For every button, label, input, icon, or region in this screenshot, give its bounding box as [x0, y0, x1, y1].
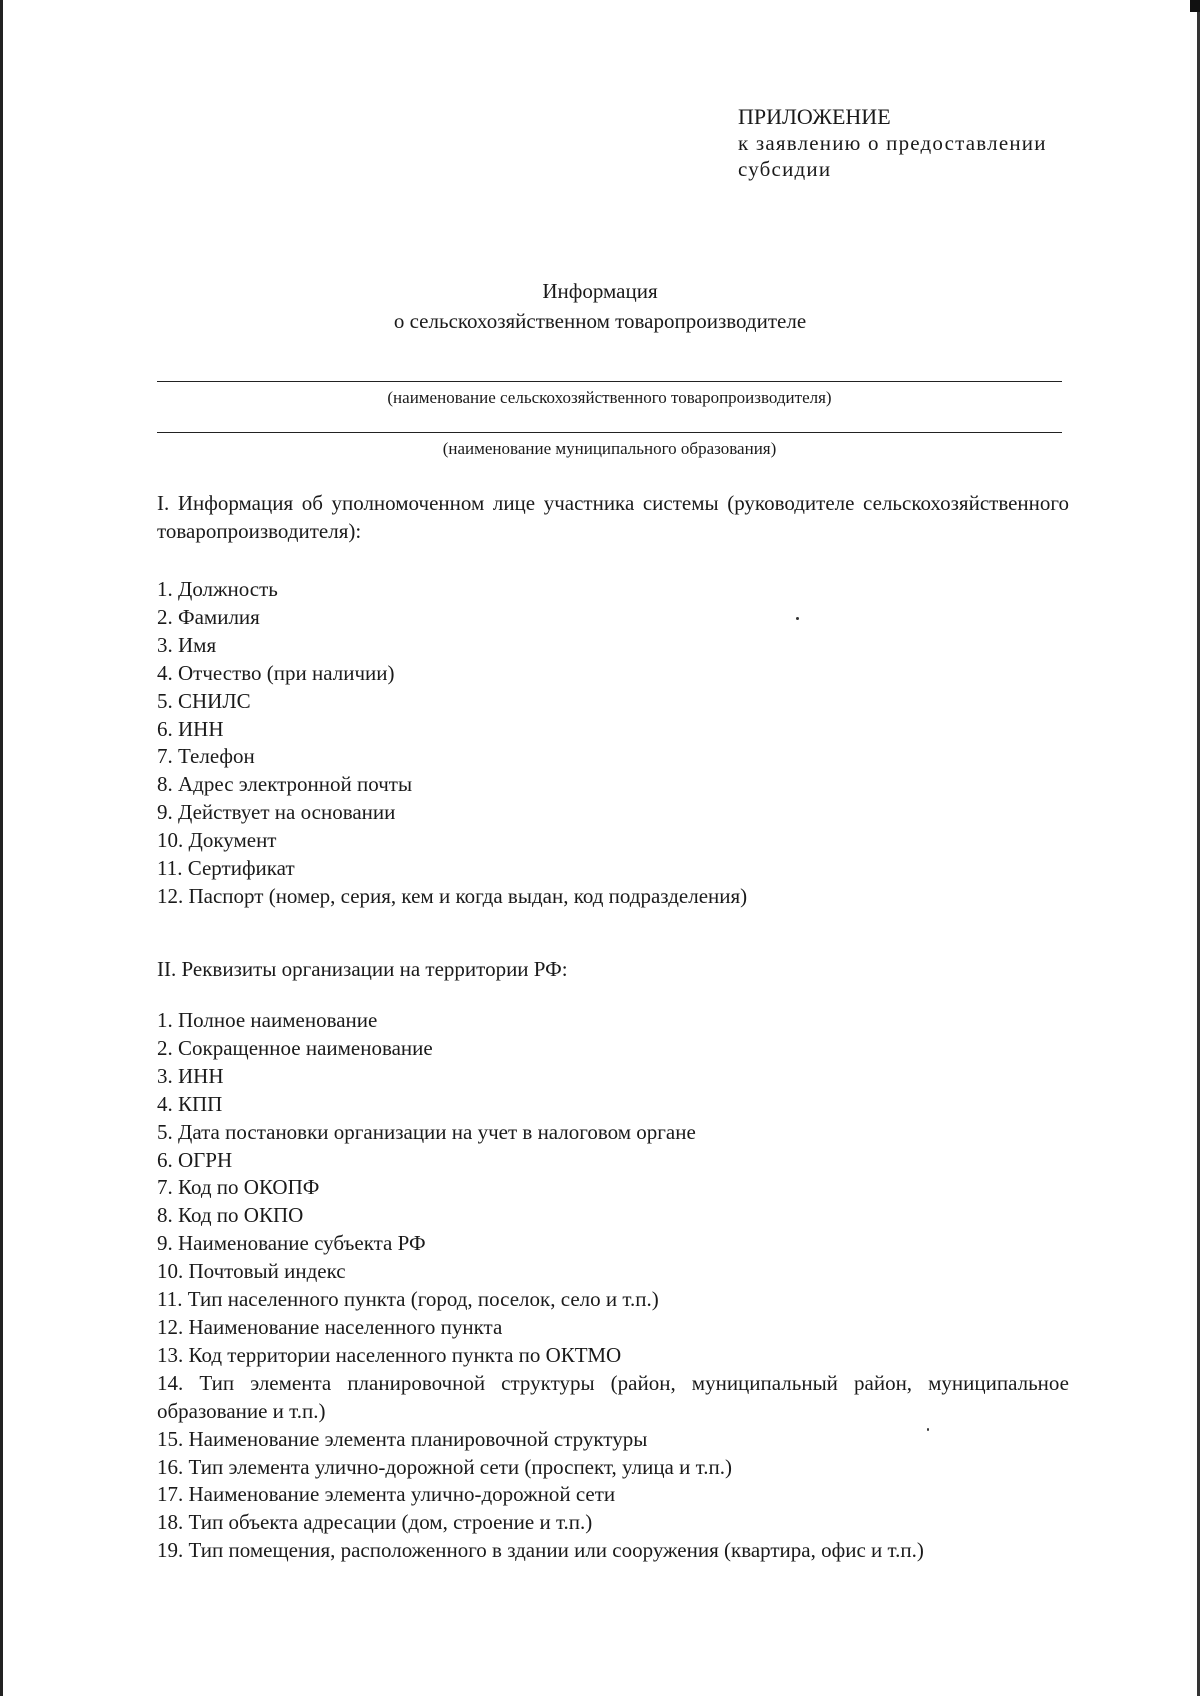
list-item: 10. Почтовый индекс	[157, 1259, 346, 1284]
list-item: 10. Документ	[157, 828, 277, 853]
list-item: 3. Имя	[157, 632, 217, 657]
list-item: 5. СНИЛС	[157, 688, 251, 713]
list-item: 13. Код территории населенного пункта по ОКТМО	[157, 1342, 622, 1367]
list-item: 7. Телефон	[157, 744, 255, 769]
list-item: 4. КПП	[157, 1091, 223, 1116]
appendix-line-1: к заявлению о предоставлении	[738, 131, 1047, 155]
document-title-block	[0, 276, 1200, 336]
producer-name-blank-line	[157, 381, 1062, 382]
section-organization-details	[157, 955, 1069, 1565]
list-item: 8. Код по ОКПО	[157, 1203, 304, 1228]
list-item: 3. ИНН	[157, 1063, 224, 1088]
document-title: Информация	[542, 279, 658, 303]
list-item: 11. Сертификат	[157, 856, 295, 881]
list-item: 16. Тип элемента улично-дорожной сети (проспект, улица и т.п.)	[157, 1454, 732, 1479]
list-item: 9. Наименование субъекта РФ	[157, 1231, 426, 1256]
appendix-title: ПРИЛОЖЕНИЕ	[738, 104, 891, 129]
section-1-list	[157, 576, 1069, 911]
list-item: 18. Тип объекта адресации (дом, строение и т.п.)	[157, 1510, 593, 1535]
section-authorized-person	[157, 489, 1069, 911]
list-item: 5. Дата постановки организации на учет в налоговом органе	[157, 1119, 696, 1144]
scan-edge-left	[0, 0, 3, 1696]
list-item: 6. ОГРН	[157, 1147, 233, 1172]
list-item: 2. Фамилия	[157, 604, 260, 629]
list-item: 17. Наименование элемента улично-дорожной сети	[157, 1482, 616, 1507]
document-subtitle: о сельскохозяйственном товаропроизводителе	[393, 309, 807, 333]
list-item: 6. ИНН	[157, 716, 224, 741]
list-item: 1. Полное наименование	[157, 1008, 378, 1032]
list-item: 14. Тип элемента планировочной структуры (район, муниципальный район, муниципальное образование и т.п.)	[157, 1370, 1069, 1423]
list-item: 15. Наименование элемента планировочной структуры	[157, 1426, 648, 1451]
scan-corner-mark	[1190, 0, 1200, 12]
list-item: 19. Тип помещения, расположенного в здании или сооружения (квартира, офис и т.п.)	[157, 1538, 924, 1563]
municipality-name-caption: (наименование муниципального образования)	[442, 439, 777, 458]
producer-name-caption: (наименование сельскохозяйственного товаропроизводителя)	[387, 388, 832, 407]
list-item: 9. Действует на основании	[157, 800, 396, 825]
appendix-line-2: субсидии	[738, 157, 832, 181]
section-2-heading: II. Реквизиты организации на территории РФ:	[157, 957, 568, 981]
list-item: 2. Сокращенное наименование	[157, 1035, 433, 1060]
list-item: 12. Паспорт (номер, серия, кем и когда выдан, код подразделения)	[157, 883, 748, 908]
list-item: 4. Отчество (при наличии)	[157, 660, 395, 685]
list-item: 7. Код по ОКОПФ	[157, 1175, 320, 1200]
section-2-list	[157, 1007, 1069, 1565]
list-item: 1. Должность	[157, 577, 278, 601]
municipality-name-blank-line	[157, 432, 1062, 433]
list-item: 12. Наименование населенного пункта	[157, 1314, 503, 1339]
list-item: 11. Тип населенного пункта (город, поселок, село и т.п.)	[157, 1287, 659, 1312]
list-item: 8. Адрес электронной почты	[157, 772, 413, 797]
appendix-header	[738, 104, 1078, 182]
section-1-heading: I. Информация об уполномоченном лице участника системы (руководителе сельскохозяйственного товаропроизводителя):	[157, 491, 1069, 543]
